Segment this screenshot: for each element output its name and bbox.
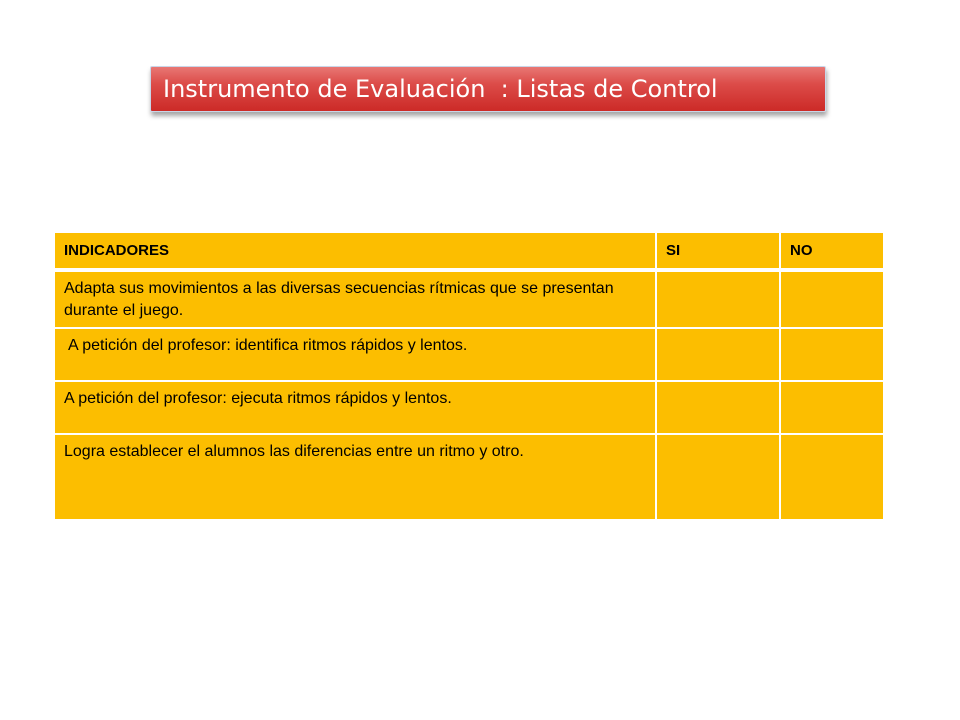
indicator-text: A petición del profesor: identifica ritmos rápidos y lentos. (68, 337, 468, 354)
header-no: NO (780, 232, 884, 270)
table-row (54, 328, 884, 381)
indicator-text: Adapta sus movimientos a las diversas secuencias rítmicas que se presentan durante el juego. (64, 280, 614, 319)
no-cell[interactable] (780, 381, 884, 434)
si-cell[interactable] (656, 328, 780, 381)
table-row (54, 381, 884, 434)
header-si: SI (656, 232, 780, 270)
indicator-cell (54, 270, 656, 328)
indicator-cell (54, 381, 656, 434)
indicator-text: Logra establecer el alumnos las diferencias entre un ritmo y otro. (64, 443, 524, 460)
header-indicators: INDICADORES (54, 232, 656, 270)
no-cell[interactable] (780, 270, 884, 328)
indicator-cell (54, 328, 656, 381)
indicator-cell (54, 434, 656, 520)
table-header-row (54, 232, 884, 270)
indicator-text: A petición del profesor: ejecuta ritmos rápidos y lentos. (64, 390, 452, 407)
evaluation-checklist-table (53, 231, 885, 521)
table-row (54, 434, 884, 520)
slide-title: Instrumento de Evaluación : Listas de Control (150, 66, 826, 112)
no-cell[interactable] (780, 434, 884, 520)
si-cell[interactable] (656, 434, 780, 520)
si-cell[interactable] (656, 270, 780, 328)
no-cell[interactable] (780, 328, 884, 381)
table-row (54, 270, 884, 328)
si-cell[interactable] (656, 381, 780, 434)
